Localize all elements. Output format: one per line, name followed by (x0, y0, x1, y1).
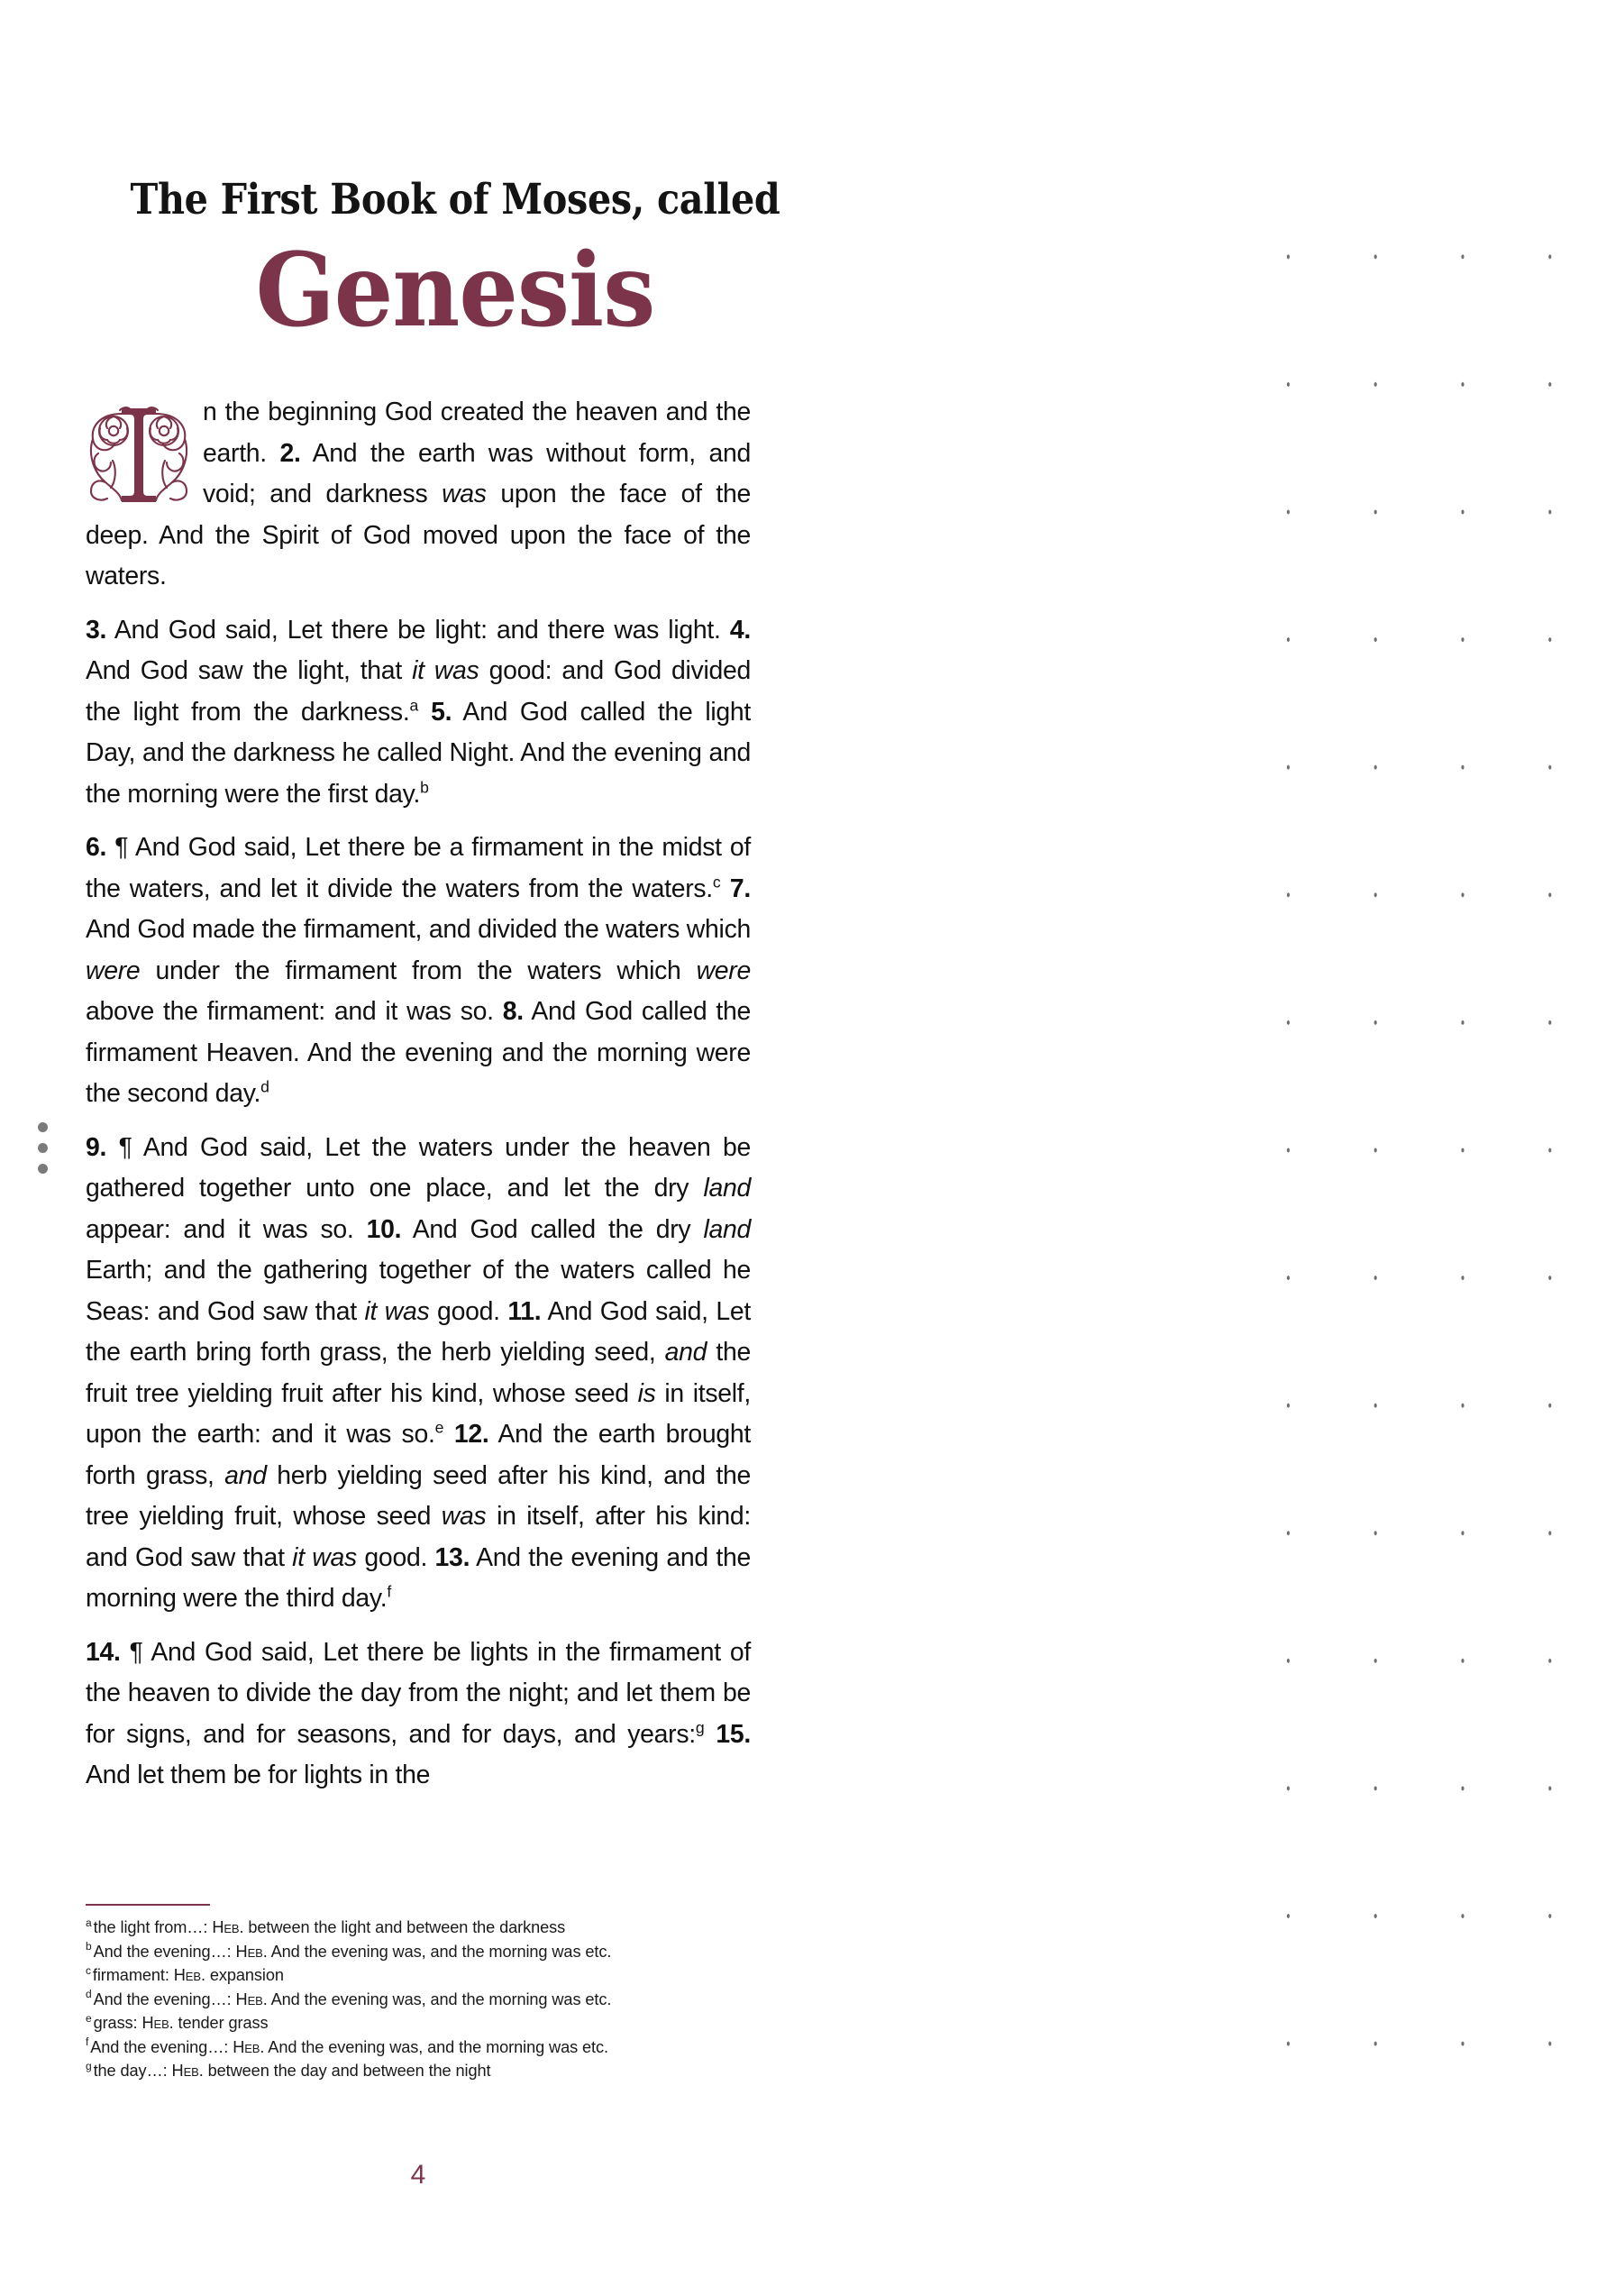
scripture-paragraph (86, 828, 751, 1115)
margin-dot-icon (38, 1164, 48, 1174)
footnote-letter: e (86, 2011, 92, 2025)
verse-text (418, 698, 431, 727)
scripture-paragraph (86, 1128, 751, 1620)
footnotes-section (86, 1904, 987, 2083)
footnote-letter: a (86, 1916, 92, 1929)
footnote-lemma: grass: (93, 2014, 142, 2032)
footnote-lemma: the light from…: (93, 1918, 213, 1936)
footnote-item (86, 1988, 987, 2012)
verse-text: And God said, Let the waters under the heaven be gathered together unto one place, and let the dry (86, 1132, 752, 1203)
drop-cap-ornament-icon (86, 398, 192, 515)
italic-supplied-word: were (86, 956, 141, 985)
italic-supplied-word: it was (364, 1296, 430, 1326)
footnote-item (86, 1916, 987, 1940)
verse-number: 5. (431, 697, 452, 727)
footnote-gloss: between the light and between the darkness (243, 1918, 566, 1936)
page-content-column (86, 0, 1194, 2296)
verse-text: herb yielding seed after his kind, and the tree yielding fruit, whose seed (86, 1460, 751, 1531)
verse-number: 13. (434, 1542, 470, 1572)
footnote-letter: d (86, 1988, 92, 2001)
verse-text (705, 1720, 716, 1749)
footnote-reference[interactable]: e (434, 1418, 444, 1437)
verse-text: And God said, Let there be light: and there was light. (106, 615, 730, 645)
scripture-body (86, 342, 751, 1797)
verse-number: 3. (86, 615, 107, 645)
verse-text: in itself, upon the earth: and it was so. (86, 1378, 752, 1449)
italic-supplied-word: was (442, 480, 487, 508)
footnote-gloss: tender grass (173, 2014, 269, 2032)
footnote-reference[interactable]: d (260, 1077, 269, 1096)
verse-number: 9. (86, 1132, 107, 1162)
italic-supplied-word: and (664, 1338, 707, 1367)
scripture-paragraph (86, 610, 751, 816)
verse-number: 7. (729, 874, 751, 903)
footnote-item (86, 1940, 987, 1964)
verse-number: 14. (86, 1637, 121, 1667)
verse-number: 10. (366, 1214, 402, 1244)
footnote-source-language: Heb. (141, 2014, 174, 2032)
italic-supplied-word: is (637, 1378, 656, 1408)
verse-text: And the evening and the morning were the third day. (86, 1542, 751, 1613)
footnote-reference[interactable]: b (420, 778, 429, 797)
pilcrow-icon: ¶ (129, 1637, 143, 1667)
verse-number: 6. (86, 833, 107, 862)
verse-text (443, 1420, 454, 1449)
verse-text: under the firmament from the waters which (140, 956, 697, 985)
verse-text: And God called the light Day, and the darkness he called Night. And the evening and the morning were the first day. (86, 697, 752, 809)
verse-text: And the earth brought forth grass, (86, 1420, 752, 1490)
verse-text: upon the face of the deep. And the Spirit of God moved upon the face of the waters. (86, 480, 751, 590)
pilcrow-icon: ¶ (114, 833, 129, 862)
footnote-divider (86, 1904, 210, 1906)
footnote-source-language: Heb. (173, 1966, 205, 1984)
footnote-lemma: And the evening…: (90, 2037, 233, 2056)
footnote-letter: g (86, 2059, 92, 2072)
footnote-lemma: And the evening…: (93, 1942, 236, 1961)
verse-text: And God said, Let there be lights in the firmament of the heaven to divide the day from the night; and let them be for signs, and for seasons, and for days, and years: (86, 1637, 751, 1749)
verse-text (106, 1133, 119, 1162)
verse-text: And God called the dry (401, 1214, 704, 1244)
footnote-gloss: And the evening was, and the morning was etc. (264, 2037, 608, 2056)
verse-number: 4. (729, 615, 751, 645)
footnote-lemma: And the evening…: (93, 1990, 236, 2008)
verse-text: And God saw the light, that (86, 656, 413, 685)
left-margin-dot-marker (38, 1122, 48, 1174)
verse-text: Earth; and the gathering together of the waters called he Seas: and God saw that (86, 1256, 751, 1326)
verse-text: And God said, Let there be a firmament in the midst of the waters, and let it divide the waters from the waters. (86, 833, 751, 903)
verse-text: And God made the firmament, and divided the waters which (86, 915, 751, 944)
verse-number: 15. (716, 1719, 751, 1749)
verse-text: And God called the firmament Heaven. And the evening and the morning were the second day. (86, 997, 751, 1108)
margin-dot-icon (38, 1143, 48, 1153)
footnote-item (86, 1963, 987, 1988)
verse-text: in itself, after his kind: and God saw that (86, 1502, 751, 1572)
italic-supplied-word: and (224, 1460, 267, 1490)
page-number: 4 (410, 2160, 426, 2190)
footnote-reference[interactable]: g (695, 1718, 705, 1737)
footnote-gloss: And the evening was, and the morning was etc. (267, 1942, 612, 1961)
footnote-gloss: And the evening was, and the morning was etc. (267, 1990, 612, 2008)
verse-text: good. (356, 1542, 435, 1572)
pilcrow-icon: ¶ (118, 1132, 132, 1162)
scripture-paragraph (86, 392, 751, 598)
footnote-reference[interactable]: a (409, 696, 419, 715)
footnote-list (86, 1916, 987, 2083)
footnote-gloss: expansion (205, 1966, 284, 1984)
footnote-source-language: Heb. (171, 2062, 204, 2080)
margin-dot-icon (38, 1122, 48, 1132)
book-superline: The First Book of Moses, called (130, 175, 780, 224)
verse-text: good: and God divided the light from the darkness. (86, 656, 751, 727)
verse-text: good. (429, 1296, 508, 1326)
verse-text: appear: and it was so. (86, 1214, 367, 1244)
footnote-lemma: firmament: (92, 1966, 174, 1984)
italic-supplied-word: it was (292, 1542, 357, 1572)
italic-supplied-word: land (703, 1174, 751, 1203)
footnote-reference[interactable]: c (712, 873, 721, 892)
verse-text: And God said, Let the earth bring forth grass, the herb yielding seed, (86, 1296, 751, 1367)
footnote-reference[interactable]: f (387, 1582, 392, 1601)
footnote-source-language: Heb. (233, 2037, 265, 2056)
verse-number: 2. (279, 438, 301, 468)
verse-text (721, 874, 730, 903)
verse-text: the fruit tree yielding fruit after his kind, whose seed (86, 1338, 751, 1408)
italic-supplied-word: it was (412, 656, 479, 685)
verse-number: 12. (453, 1420, 489, 1449)
decorative-dot-grid (1239, 188, 1591, 2117)
verse-text: And let them be for lights in the (86, 1761, 431, 1789)
verse-number: 11. (507, 1296, 542, 1326)
book-title: Genesis (255, 232, 655, 350)
italic-supplied-word: was (441, 1502, 487, 1531)
italic-supplied-word: land (703, 1214, 751, 1244)
footnote-letter: b (86, 1940, 92, 1953)
footnote-letter: f (86, 2035, 89, 2049)
verse-number: 8. (502, 997, 524, 1026)
verse-text (106, 833, 114, 862)
footnote-letter: c (86, 1963, 91, 1977)
verse-text: n the beginning God created the heaven and the earth. (203, 398, 751, 468)
footnote-item (86, 2035, 987, 2060)
footnote-source-language: Heb. (235, 1942, 268, 1961)
verse-text: And the earth was without form, and void; and darkness (203, 438, 751, 508)
footnote-item (86, 2059, 987, 2083)
footnote-source-language: Heb. (235, 1990, 268, 2008)
scripture-paragraph (86, 1633, 751, 1797)
footnote-gloss: between the day and between the night (203, 2062, 491, 2080)
footnote-source-language: Heb. (212, 1918, 244, 1936)
footnote-lemma: the day…: (93, 2062, 172, 2080)
italic-supplied-word: were (696, 956, 751, 985)
footnote-item (86, 2011, 987, 2035)
verse-text: above the firmament: and it was so. (86, 997, 503, 1026)
verse-text (121, 1638, 130, 1667)
